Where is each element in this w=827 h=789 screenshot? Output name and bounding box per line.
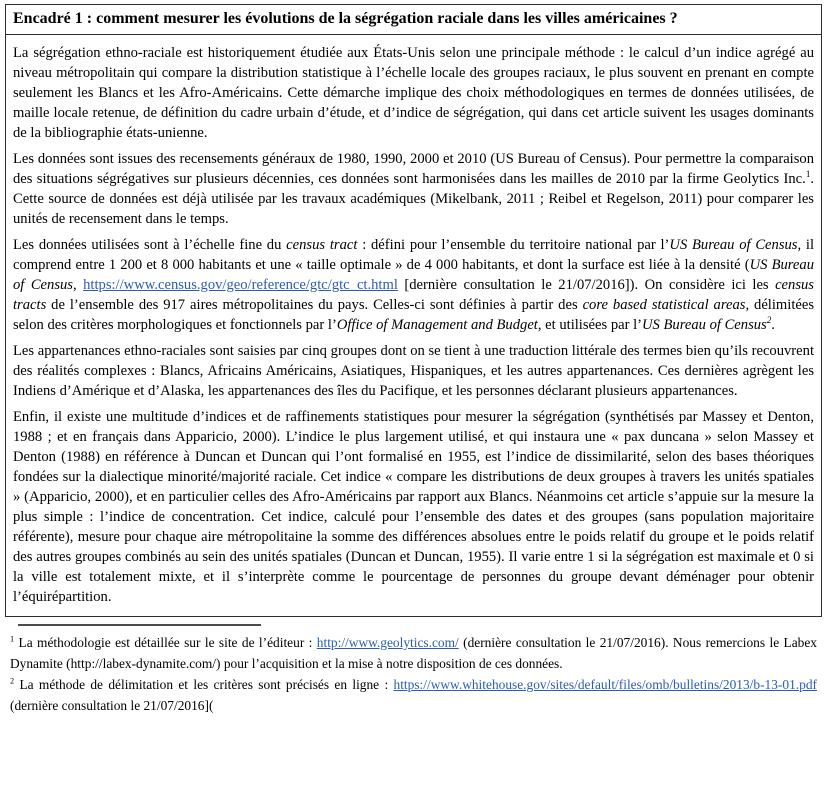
body-text: Les appartenances ethno-raciales sont saisies par cinq groupes dont on se tient à une traduction littérale des termes bien qu’ils recouvrent des réalités complexes : Blancs, Africains Américains, Asiatiques, Hispaniques, et les autres appartenances. Ces dernières agrègent les Indiens d’Amérique et d’Alaska, les appartenances des îles du Pacifique, et les personnes déclarant plusieurs appartenances. [13,343,814,399]
body-text: La méthode de délimitation et les critères sont précisés en ligne : [14,677,394,692]
encadre-body [6,35,821,616]
body-paragraph-3 [13,235,814,335]
hyperlink[interactable]: https://www.whitehouse.gov/sites/default/files/omb/bulletins/2013/b-13-01.pdf [393,677,817,692]
body-paragraph-5 [13,407,814,607]
body-text: . [771,317,775,333]
footnote-reference: 2 [766,315,772,326]
body-text: (dernière consultation le 21/07/2016). Nous remercions le Labex Dynamite (http://labex-dynamite.com/) pour l’acquisition et la mise à notre disposition de ces données. [10,635,817,671]
body-text: de l’ensemble des 917 aires métropolitaines du pays. Celles-ci sont définies à partir des [46,297,583,313]
body-text: [dernière consultation le 21/07/2016]). On considère ici les [397,277,776,293]
footnotes-section [5,624,822,716]
footnote-reference: 1 [10,634,15,644]
hyperlink[interactable]: http://www.geolytics.com/ [316,635,459,650]
italic-text: US Bureau of Census [13,257,815,293]
footnote-separator [18,624,261,626]
italic-text: US Bureau of Census [642,317,767,333]
footnote-1 [10,632,817,674]
body-text: . Cette source de données est déjà utilisée par les travaux académiques (Mikelbank, 2011 ; Reibel et Regelson, 2011) pour comparer les unités de recensement dans le temps. [13,171,814,227]
footnote-2 [10,674,817,716]
body-text: , il comprend entre 1 200 et 8 000 habitants et une « taille optimale » de 4 000 habitants, et dont la surface est liée à la densité ( [13,237,815,273]
hyperlink[interactable]: https://www.census.gov/geo/reference/gtc/gtc_ct.html [83,277,398,293]
body-paragraph-4 [13,341,814,401]
italic-text: core based statistical areas [582,297,746,313]
body-text: Les données sont issues des recensements généraux de 1980, 1990, 2000 et 2010 (US Bureau of Census). Pour permettre la comparaison des situations ségrégatives sur plusieurs décennies, ces données sont harmonisées dans les mailles de 2010 par la firme Geolytics Inc. [13,151,814,187]
body-text: Les données utilisées sont à l’échelle fine du [13,237,287,253]
body-text: , et utilisées par l’ [537,317,643,333]
italic-text: Office of Management and Budget [336,317,538,333]
body-text: (dernière consultation le 21/07/2016]( [10,698,214,713]
body-text: La méthodologie est détaillée sur le site de l’éditeur : [14,635,317,650]
italic-text: US Bureau of Census [669,237,798,253]
italic-text: census tract [286,237,358,253]
body-text: , délimitées selon des critères morphologiques et fonctionnels par l’ [13,297,815,333]
body-paragraph-1 [13,43,814,143]
body-text: Enfin, il existe une multitude d’indices et de raffinements statistiques pour mesurer la ségrégation (synthétisés par Massey et Denton, 1988 ; et en français dans Apparicio, 2000). L’indice le plus largement utilisé, et qui instaura une « pax duncana » selon Massey et Denton (1988) en référence à Duncan et Duncan qui l’ont formalisé en 1955, est l’indice de dissimilarité, selon des bases théoriques fondées sur la dialectique minorité/majorité raciale. Cet indice « compare les distributions de deux groupes à travers les unités spatiales » (Apparicio, 2000), et en particulier celles des Afro-Américains par rapport aux Blancs. Néanmoins cet article s’appuie sur la mesure la plus simple : l’indice de concentration. Cet indice, calculé pour l’ensemble des dates et des groupes (sans population majoritaire référente), mesure pour chaque aire métropolitaine la somme des différences absolues entre le poids relatif du groupe et le poids relatif des autres groupes combinés au sein des unités spatiales (Duncan et Duncan, 1955). Il varie entre 1 si la ségrégation est maximale et 0 si la ville est totalement mixte, et il s’interprète comme le pourcentage de personnes du groupe devant déménager pour obtenir l’équirépartition. [13,409,814,605]
encadre-box [5,4,822,617]
encadre-title: Encadré 1 : comment mesurer les évolutions de la ségrégation raciale dans les villes américaines ? [6,5,821,35]
italic-text: census tracts [13,277,814,313]
body-text: : défini pour l’ensemble du territoire national par l’ [357,237,670,253]
body-paragraph-2 [13,149,814,229]
body-text: La ségrégation ethno-raciale est historiquement étudiée aux États-Unis selon une principale méthode : le calcul d’un indice agrégé au niveau métropolitain qui compare la distribution statistique à l’échelle locale des groupes raciaux, le plus souvent en prenant en compte seulement les Blancs et les Afro-Américains. Cette démarche implique des choix méthodologiques en termes de données utilisées, de maille locale retenue, de définition du cadre urbain d’étude, et d’indice de ségrégation, qui dans cet article suivent les usages dominants de la bibliographie états-unienne. [13,45,814,141]
footnote-reference: 1 [805,169,811,180]
body-text: , [73,277,84,293]
footnote-reference: 2 [10,676,15,686]
